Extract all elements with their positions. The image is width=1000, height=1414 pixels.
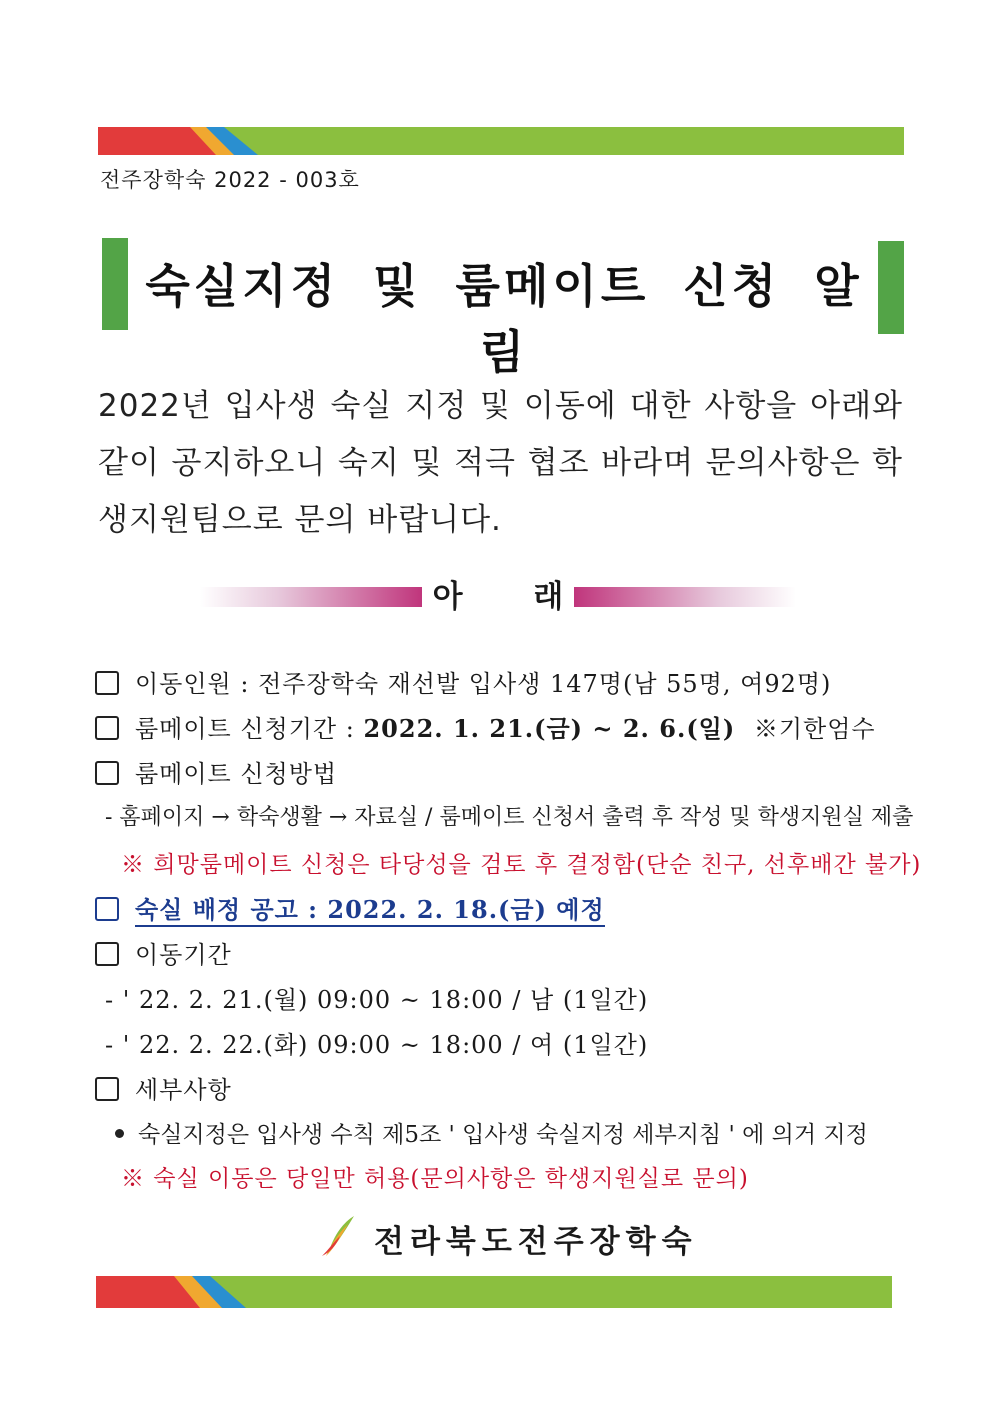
- title-accent-right: [878, 241, 904, 334]
- item-text: 숙실지정은 입사생 수칙 제5조 ' 입사생 숙실지정 세부지침 ' 에 의거 지정: [138, 1122, 868, 1148]
- checkbox-icon: [95, 1077, 119, 1101]
- title-accent-left: [102, 238, 128, 330]
- bottom-decorative-band: [96, 1276, 892, 1308]
- item-text: 숙실 배정 공고 : 2022. 2. 18.(금) 예정: [135, 895, 605, 927]
- details-note: ※ 숙실 이동은 당일만 허용(문의사항은 학생지원실로 문의): [121, 1166, 749, 1192]
- item-move-period: [95, 935, 232, 970]
- item-text: 세부사항: [135, 1076, 232, 1104]
- bullet-icon: [115, 1129, 124, 1138]
- organization-name: 전라북도전주장학숙: [374, 1224, 698, 1260]
- divider-gradient-right: [574, 587, 796, 607]
- move-period-male: - ' 22. 2. 21.(월) 09:00 ~ 18:00 / 남 (1일간): [105, 986, 649, 1014]
- top-decorative-band: [98, 127, 904, 155]
- item-text: 이동기간: [135, 941, 232, 969]
- checkbox-icon: [95, 897, 119, 921]
- item-text: 이동인원 : 전주장학숙 재선발 입사생 147명(남 55명, 여92명): [135, 670, 832, 698]
- checkbox-icon: [95, 671, 119, 695]
- item-text: 룸메이트 신청방법: [135, 760, 338, 788]
- intro-paragraph: 2022년 입사생 숙실 지정 및 이동에 대한 사항을 아래와 같이 공지하오니 숙지 및 적극 협조 바라며 문의사항은 학생지원팀으로 문의 바랍니다.: [98, 388, 903, 538]
- section-label: 아 래: [432, 579, 564, 615]
- method-detail: - 홈페이지 → 학숙생활 → 자료실 / 룸메이트 신청서 출력 후 작성 및 학생지원실 제출: [105, 805, 914, 830]
- item-label: 룸메이트 신청기간 :: [135, 715, 355, 743]
- item-details: [95, 1070, 232, 1105]
- document-number: 전주장학숙 2022 - 003호: [100, 168, 360, 192]
- item-roommate-method: [95, 754, 337, 789]
- move-period-female: - ' 22. 2. 22.(화) 09:00 ~ 18:00 / 여 (1일간): [105, 1031, 649, 1059]
- item-move-people: [95, 664, 831, 699]
- checkbox-icon: [95, 942, 119, 966]
- details-bullet: [115, 1116, 868, 1149]
- item-note: ※기한엄수: [753, 715, 876, 743]
- checkbox-icon: [95, 761, 119, 785]
- checkbox-icon: [95, 716, 119, 740]
- organization-logo-icon: [318, 1214, 358, 1258]
- item-assignment-notice: [95, 890, 605, 925]
- page-title: 숙실지정 및 룸메이트 신청 알림: [145, 259, 863, 379]
- divider-gradient-left: [200, 587, 422, 607]
- method-note: ※ 희망룸메이트 신청은 타당성을 검토 후 결정함(단순 친구, 선후배간 불가): [121, 852, 922, 878]
- item-roommate-period: [95, 709, 876, 744]
- section-divider: [200, 578, 796, 618]
- item-value: 2022. 1. 21.(금) ~ 2. 6.(일): [363, 714, 736, 743]
